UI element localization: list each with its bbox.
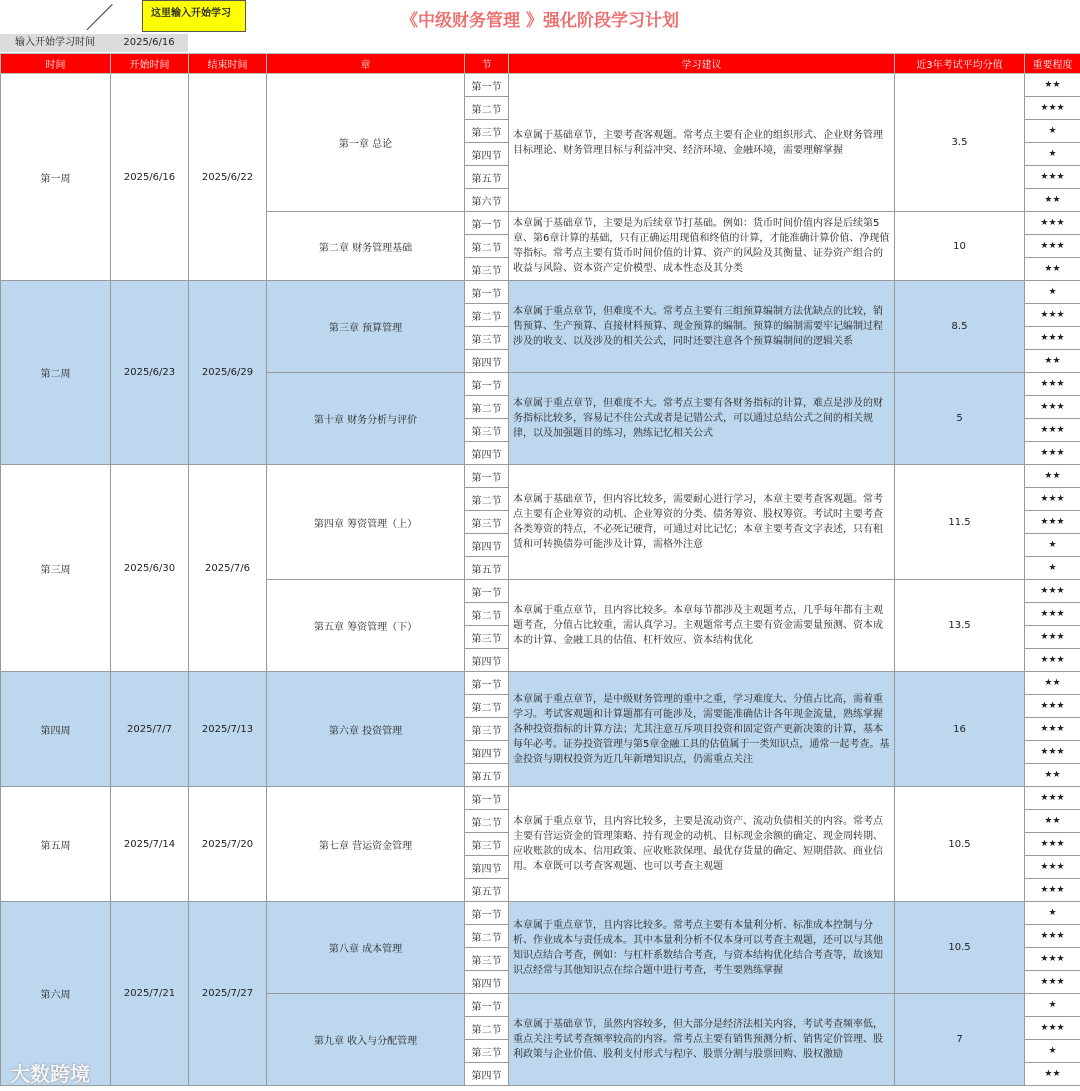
score-cell: 3.5 bbox=[895, 74, 1025, 212]
end-date-cell: 2025/6/22 bbox=[189, 74, 267, 281]
section-cell: 第一节 bbox=[465, 902, 509, 925]
week-cell: 第四周 bbox=[1, 672, 111, 787]
importance-stars: ★ bbox=[1025, 1040, 1080, 1063]
advice-cell: 本章属于重点章节，且内容比较多。本章每节都涉及主观题考点，几乎每年都有主观题考查，分值占比较重，需认真学习。主观题常考点主要有资金需要量预测、资本成本的计算、金融工具的估值、杠杆效应、资本结构优化 bbox=[509, 580, 895, 672]
page-title: 《中级财务管理 》强化阶段学习计划 bbox=[401, 11, 679, 31]
section-cell: 第二节 bbox=[465, 235, 509, 258]
start-date-cell: 2025/6/16 bbox=[111, 74, 189, 281]
importance-stars: ★★★ bbox=[1025, 626, 1080, 649]
section-cell: 第四节 bbox=[465, 143, 509, 166]
importance-stars: ★★★ bbox=[1025, 1017, 1080, 1040]
importance-stars: ★ bbox=[1025, 557, 1080, 580]
importance-stars: ★★★ bbox=[1025, 419, 1080, 442]
importance-stars: ★ bbox=[1025, 902, 1080, 925]
importance-stars: ★★★ bbox=[1025, 948, 1080, 971]
section-cell: 第三节 bbox=[465, 419, 509, 442]
importance-stars: ★★★ bbox=[1025, 97, 1080, 120]
importance-stars: ★★★ bbox=[1025, 695, 1080, 718]
section-cell: 第四节 bbox=[465, 442, 509, 465]
start-date-input-row bbox=[0, 34, 188, 52]
header-importance: 重要程度 bbox=[1025, 54, 1080, 74]
header-week: 时间 bbox=[1, 54, 111, 74]
section-cell: 第六节 bbox=[465, 189, 509, 212]
week-cell: 第五周 bbox=[1, 787, 111, 902]
table-row bbox=[1, 465, 1080, 488]
section-cell: 第四节 bbox=[465, 534, 509, 557]
section-cell: 第四节 bbox=[465, 350, 509, 373]
importance-stars: ★★★ bbox=[1025, 442, 1080, 465]
importance-stars: ★★★ bbox=[1025, 649, 1080, 672]
score-cell: 13.5 bbox=[895, 580, 1025, 672]
chapter-cell: 第二章 财务管理基础 bbox=[267, 212, 465, 281]
score-cell: 5 bbox=[895, 373, 1025, 465]
section-cell: 第四节 bbox=[465, 1063, 509, 1086]
note-pointer-line bbox=[87, 4, 113, 30]
importance-stars: ★★★ bbox=[1025, 373, 1080, 396]
importance-stars: ★★★ bbox=[1025, 718, 1080, 741]
week-cell: 第三周 bbox=[1, 465, 111, 672]
start-date-input[interactable]: 2025/6/16 bbox=[110, 34, 188, 52]
importance-stars: ★★★ bbox=[1025, 166, 1080, 189]
advice-cell: 本章属于基础章节，但内容比较多，需要耐心进行学习，本章主要考查客观题。常考点主要有企业筹资的动机、企业筹资的分类、债务筹资、股权筹资。考试时主要考查各类筹资的特点，不必死记硬背，可通过对比记忆；本章主要考查文字表述，只有租赁和可转换债券可能涉及计算，需格外注意 bbox=[509, 465, 895, 580]
section-cell: 第二节 bbox=[465, 925, 509, 948]
section-cell: 第二节 bbox=[465, 695, 509, 718]
chapter-cell: 第十章 财务分析与评价 bbox=[267, 373, 465, 465]
week-cell: 第二周 bbox=[1, 281, 111, 465]
start-date-cell: 2025/7/14 bbox=[111, 787, 189, 902]
section-cell: 第二节 bbox=[465, 603, 509, 626]
importance-stars: ★★★ bbox=[1025, 396, 1080, 419]
advice-cell: 本章属于基础章节，主要考查客观题。常考点主要有企业的组织形式、企业财务管理目标理论、财务管理目标与利益冲突、经济环境、金融环境，需要理解掌握 bbox=[509, 74, 895, 212]
section-cell: 第一节 bbox=[465, 373, 509, 396]
start-date-cell: 2025/7/21 bbox=[111, 902, 189, 1086]
importance-stars: ★★★ bbox=[1025, 925, 1080, 948]
section-cell: 第二节 bbox=[465, 304, 509, 327]
importance-stars: ★★ bbox=[1025, 810, 1080, 833]
section-cell: 第三节 bbox=[465, 833, 509, 856]
score-cell: 11.5 bbox=[895, 465, 1025, 580]
table-header-row bbox=[1, 54, 1080, 74]
section-cell: 第四节 bbox=[465, 971, 509, 994]
importance-stars: ★★★ bbox=[1025, 833, 1080, 856]
section-cell: 第三节 bbox=[465, 511, 509, 534]
advice-cell: 本章属于基础章节，虽然内容较多，但大部分是经济法相关内容，考试考查频率低，重点关注考试考查频率较高的内容。常考点主要有销售预测分析、销售定价管理、股利政策与企业价值、股利支付形式与程序、股票分割与股票回购、股权激励 bbox=[509, 994, 895, 1086]
end-date-cell: 2025/7/13 bbox=[189, 672, 267, 787]
chapter-cell: 第七章 营运资金管理 bbox=[267, 787, 465, 902]
start-date-cell: 2025/6/30 bbox=[111, 465, 189, 672]
header-score: 近3年考试平均分值 bbox=[895, 54, 1025, 74]
section-cell: 第三节 bbox=[465, 626, 509, 649]
score-cell: 16 bbox=[895, 672, 1025, 787]
advice-cell: 本章属于重点章节，且内容比较多，主要是流动资产、流动负债相关的内容。常考点主要有营运资金的管理策略、持有现金的动机、目标现金余额的确定、现金周转期、应收账款的成本、信用政策、应收账款保理、最优存货量的确定、短期借款、商业信用。本章既可以考查客观题、也可以考查主观题 bbox=[509, 787, 895, 902]
importance-stars: ★★ bbox=[1025, 465, 1080, 488]
section-cell: 第二节 bbox=[465, 396, 509, 419]
chapter-cell: 第四章 筹资管理（上） bbox=[267, 465, 465, 580]
importance-stars: ★★★ bbox=[1025, 879, 1080, 902]
importance-stars: ★★ bbox=[1025, 258, 1080, 281]
section-cell: 第一节 bbox=[465, 74, 509, 97]
section-cell: 第五节 bbox=[465, 764, 509, 787]
advice-cell: 本章属于重点章节，且内容比较多。常考点主要有本量利分析、标准成本控制与分析、作业成本与责任成本。其中本量利分析不仅本身可以考查主观题，还可以与其他知识点结合考查，例如：与杠杆系数结合考查，与资本结构优化结合考查等，故该知识点经常与其他知识点在综合题中进行考查，考生要熟练掌握 bbox=[509, 902, 895, 994]
section-cell: 第三节 bbox=[465, 718, 509, 741]
importance-stars: ★★★ bbox=[1025, 304, 1080, 327]
section-cell: 第三节 bbox=[465, 258, 509, 281]
importance-stars: ★★★ bbox=[1025, 856, 1080, 879]
chapter-cell: 第五章 筹资管理（下） bbox=[267, 580, 465, 672]
importance-stars: ★★★ bbox=[1025, 327, 1080, 350]
importance-stars: ★ bbox=[1025, 534, 1080, 557]
section-cell: 第二节 bbox=[465, 488, 509, 511]
header-chapter: 章 bbox=[267, 54, 465, 74]
importance-stars: ★★★ bbox=[1025, 580, 1080, 603]
importance-stars: ★ bbox=[1025, 143, 1080, 166]
score-cell: 10.5 bbox=[895, 902, 1025, 994]
chapter-cell: 第三章 预算管理 bbox=[267, 281, 465, 373]
section-cell: 第三节 bbox=[465, 1040, 509, 1063]
watermark: 大数跨境 bbox=[10, 1062, 90, 1086]
end-date-cell: 2025/7/6 bbox=[189, 465, 267, 672]
table-row bbox=[1, 672, 1080, 695]
section-cell: 第一节 bbox=[465, 787, 509, 810]
week-cell: 第六周 bbox=[1, 902, 111, 1086]
score-cell: 8.5 bbox=[895, 281, 1025, 373]
section-cell: 第二节 bbox=[465, 1017, 509, 1040]
section-cell: 第一节 bbox=[465, 672, 509, 695]
section-cell: 第一节 bbox=[465, 281, 509, 304]
section-cell: 第一节 bbox=[465, 212, 509, 235]
start-date-cell: 2025/7/7 bbox=[111, 672, 189, 787]
table-row bbox=[1, 74, 1080, 97]
importance-stars: ★★★ bbox=[1025, 741, 1080, 764]
end-date-cell: 2025/7/27 bbox=[189, 902, 267, 1086]
section-cell: 第二节 bbox=[465, 97, 509, 120]
importance-stars: ★★ bbox=[1025, 350, 1080, 373]
header-end: 结束时间 bbox=[189, 54, 267, 74]
chapter-cell: 第八章 成本管理 bbox=[267, 902, 465, 994]
week-cell: 第一周 bbox=[1, 74, 111, 281]
score-cell: 10 bbox=[895, 212, 1025, 281]
header-advice: 学习建议 bbox=[509, 54, 895, 74]
importance-stars: ★★★ bbox=[1025, 787, 1080, 810]
section-cell: 第一节 bbox=[465, 465, 509, 488]
importance-stars: ★★★ bbox=[1025, 235, 1080, 258]
score-cell: 7 bbox=[895, 994, 1025, 1086]
advice-cell: 本章属于基础章节，主要是为后续章节打基础。例如：货币时间价值内容是后续第5章、第6章计算的基础，只有正确运用现值和终值的计算，才能准确计算价值、净现值等指标。常考点主要有货币时间价值的计算、资产的风险及其衡量、证券资产组合的收益与风险、资本资产定价模型、成本性态及其分类 bbox=[509, 212, 895, 281]
importance-stars: ★★ bbox=[1025, 672, 1080, 695]
importance-stars: ★★★ bbox=[1025, 212, 1080, 235]
section-cell: 第五节 bbox=[465, 879, 509, 902]
section-cell: 第一节 bbox=[465, 994, 509, 1017]
section-cell: 第三节 bbox=[465, 327, 509, 350]
importance-stars: ★ bbox=[1025, 120, 1080, 143]
table-row bbox=[1, 281, 1080, 304]
importance-stars: ★★★ bbox=[1025, 511, 1080, 534]
section-cell: 第四节 bbox=[465, 741, 509, 764]
chapter-cell: 第一章 总论 bbox=[267, 74, 465, 212]
note-callout: 这里输入开始学习 bbox=[142, 0, 246, 32]
start-date-label: 输入开始学习时间 bbox=[0, 34, 110, 52]
importance-stars: ★★ bbox=[1025, 764, 1080, 787]
section-cell: 第一节 bbox=[465, 580, 509, 603]
advice-cell: 本章属于重点章节，但难度不大。常考点主要有三组预算编制方法优缺点的比较，销售预算、生产预算、直接材料预算、现金预算的编制。预算的编制需要牢记编制过程涉及的收支、以及涉及的相关公式，同时还要注意各个预算编制间的逻辑关系 bbox=[509, 281, 895, 373]
importance-stars: ★ bbox=[1025, 281, 1080, 304]
section-cell: 第二节 bbox=[465, 810, 509, 833]
importance-stars: ★★ bbox=[1025, 74, 1080, 97]
end-date-cell: 2025/6/29 bbox=[189, 281, 267, 465]
study-plan-table bbox=[0, 53, 1080, 1086]
end-date-cell: 2025/7/20 bbox=[189, 787, 267, 902]
importance-stars: ★★ bbox=[1025, 1063, 1080, 1086]
section-cell: 第五节 bbox=[465, 557, 509, 580]
score-cell: 10.5 bbox=[895, 787, 1025, 902]
chapter-cell: 第九章 收入与分配管理 bbox=[267, 994, 465, 1086]
advice-cell: 本章属于重点章节，但难度不大。常考点主要有各财务指标的计算，难点是涉及的财务指标比较多，容易记不住公式或者是记错公式，可以通过总结公式之间的相关规律，以及加强题目的练习，熟练记忆相关公式 bbox=[509, 373, 895, 465]
start-date-cell: 2025/6/23 bbox=[111, 281, 189, 465]
section-cell: 第五节 bbox=[465, 166, 509, 189]
section-cell: 第四节 bbox=[465, 649, 509, 672]
chapter-cell: 第六章 投资管理 bbox=[267, 672, 465, 787]
importance-stars: ★★★ bbox=[1025, 971, 1080, 994]
section-cell: 第四节 bbox=[465, 856, 509, 879]
importance-stars: ★ bbox=[1025, 994, 1080, 1017]
header-start: 开始时间 bbox=[111, 54, 189, 74]
advice-cell: 本章属于重点章节，是中级财务管理的重中之重，学习难度大、分值占比高，需着重学习。考试客观题和计算题都有可能涉及，需要能准确估计各年现金流量，熟练掌握各种投资指标的计算方法；尤其注意互斥项目投资和固定资产更新决策的计算，基本每年必考。证券投资管理与第5章金融工具的估值属于一类知识点，通常一起考查。基金投资与期权投资为近几年新增知识点，仍需重点关注 bbox=[509, 672, 895, 787]
importance-stars: ★★★ bbox=[1025, 488, 1080, 511]
header-section: 节 bbox=[465, 54, 509, 74]
table-row bbox=[1, 787, 1080, 810]
importance-stars: ★★★ bbox=[1025, 603, 1080, 626]
section-cell: 第三节 bbox=[465, 948, 509, 971]
section-cell: 第三节 bbox=[465, 120, 509, 143]
importance-stars: ★★ bbox=[1025, 189, 1080, 212]
table-row bbox=[1, 902, 1080, 925]
